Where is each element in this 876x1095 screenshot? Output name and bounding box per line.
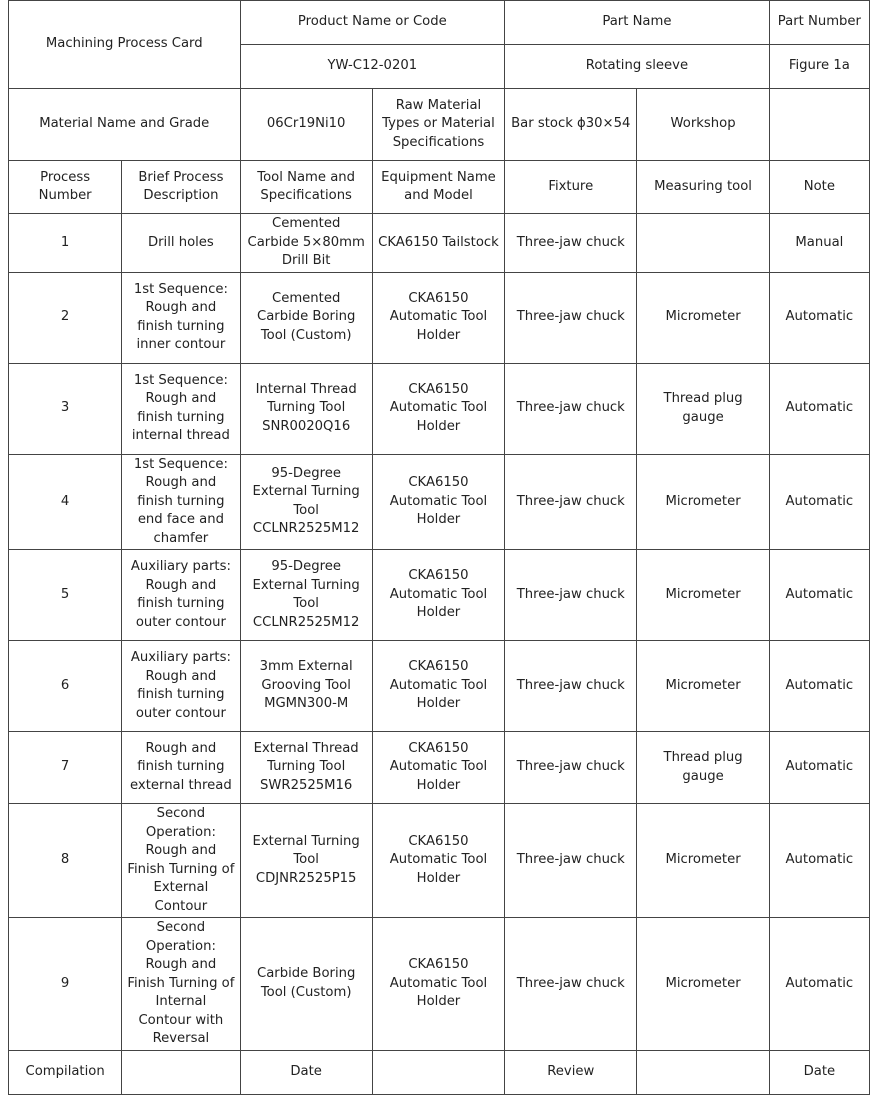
review-value	[637, 1050, 769, 1094]
workshop-label: Workshop	[637, 89, 769, 161]
col-description: Brief Process Description	[122, 161, 240, 214]
tool-spec: 95-Degree External Turning Tool CCLNR2525M12	[240, 454, 372, 550]
process-number: 2	[9, 272, 122, 363]
header-row-1	[9, 1, 870, 45]
equipment-model: CKA6150 Automatic Tool Holder	[372, 804, 504, 918]
table-row	[9, 918, 870, 1051]
part-name-label: Part Name	[505, 1, 770, 45]
tool-spec: External Thread Turning Tool SWR2525M16	[240, 732, 372, 804]
note: Automatic	[769, 272, 869, 363]
part-number-value: Figure 1a	[769, 45, 869, 89]
col-note: Note	[769, 161, 869, 214]
fixture: Three-jaw chuck	[505, 804, 637, 918]
fixture: Three-jaw chuck	[505, 272, 637, 363]
table-row	[9, 550, 870, 641]
equipment-model: CKA6150 Automatic Tool Holder	[372, 454, 504, 550]
note: Automatic	[769, 454, 869, 550]
raw-material-value: Bar stock ϕ30×54	[505, 89, 637, 161]
raw-material-label: Raw Material Types or Material Specifications	[372, 89, 504, 161]
date-value	[372, 1050, 504, 1094]
table-row	[9, 272, 870, 363]
process-description: Auxiliary parts: Rough and finish turning outer contour	[122, 641, 240, 732]
process-description: 1st Sequence: Rough and finish turning inner contour	[122, 272, 240, 363]
date-label: Date	[240, 1050, 372, 1094]
tool-spec: 95-Degree External Turning Tool CCLNR2525M12	[240, 550, 372, 641]
tool-spec: Carbide Boring Tool (Custom)	[240, 918, 372, 1051]
process-number: 6	[9, 641, 122, 732]
equipment-model: CKA6150 Automatic Tool Holder	[372, 550, 504, 641]
footer-row	[9, 1050, 870, 1094]
fixture: Three-jaw chuck	[505, 214, 637, 273]
process-number: 1	[9, 214, 122, 273]
table-row	[9, 804, 870, 918]
material-row	[9, 89, 870, 161]
fixture: Three-jaw chuck	[505, 732, 637, 804]
note: Automatic	[769, 732, 869, 804]
process-number: 9	[9, 918, 122, 1051]
table-row	[9, 732, 870, 804]
product-value: YW-C12-0201	[240, 45, 505, 89]
process-number: 7	[9, 732, 122, 804]
note: Automatic	[769, 550, 869, 641]
compilation-label: Compilation	[9, 1050, 122, 1094]
process-number: 4	[9, 454, 122, 550]
process-description: Second Operation: Rough and Finish Turning of Internal Contour with Reversal	[122, 918, 240, 1051]
date-label: Date	[769, 1050, 869, 1094]
column-header-row	[9, 161, 870, 214]
table-row	[9, 641, 870, 732]
col-process-number: Process Number	[9, 161, 122, 214]
col-measuring: Measuring tool	[637, 161, 769, 214]
measuring-tool	[637, 214, 769, 273]
measuring-tool: Micrometer	[637, 550, 769, 641]
table-row	[9, 363, 870, 454]
fixture: Three-jaw chuck	[505, 641, 637, 732]
part-number-label: Part Number	[769, 1, 869, 45]
process-description: Auxiliary parts: Rough and finish turning outer contour	[122, 550, 240, 641]
process-description: Second Operation: Rough and Finish Turning of External Contour	[122, 804, 240, 918]
note: Automatic	[769, 641, 869, 732]
process-number: 3	[9, 363, 122, 454]
process-card-table	[8, 0, 870, 1095]
measuring-tool: Micrometer	[637, 454, 769, 550]
tool-spec: Internal Thread Turning Tool SNR0020Q16	[240, 363, 372, 454]
col-tool: Tool Name and Specifications	[240, 161, 372, 214]
process-number: 8	[9, 804, 122, 918]
process-number: 5	[9, 550, 122, 641]
equipment-model: CKA6150 Automatic Tool Holder	[372, 918, 504, 1051]
note: Automatic	[769, 918, 869, 1051]
table-row	[9, 214, 870, 273]
note: Automatic	[769, 804, 869, 918]
equipment-model: CKA6150 Automatic Tool Holder	[372, 272, 504, 363]
part-name-value: Rotating sleeve	[505, 45, 770, 89]
material-grade: 06Cr19Ni10	[240, 89, 372, 161]
fixture: Three-jaw chuck	[505, 550, 637, 641]
measuring-tool: Micrometer	[637, 641, 769, 732]
tool-spec: 3mm External Grooving Tool MGMN300-M	[240, 641, 372, 732]
measuring-tool: Micrometer	[637, 804, 769, 918]
process-description: 1st Sequence: Rough and finish turning internal thread	[122, 363, 240, 454]
note: Automatic	[769, 363, 869, 454]
process-description: 1st Sequence: Rough and finish turning end face and chamfer	[122, 454, 240, 550]
col-equipment: Equipment Name and Model	[372, 161, 504, 214]
review-label: Review	[505, 1050, 637, 1094]
compilation-value	[122, 1050, 240, 1094]
col-fixture: Fixture	[505, 161, 637, 214]
measuring-tool: Thread plug gauge	[637, 732, 769, 804]
tool-spec: Cemented Carbide Boring Tool (Custom)	[240, 272, 372, 363]
fixture: Three-jaw chuck	[505, 454, 637, 550]
measuring-tool: Micrometer	[637, 272, 769, 363]
process-description: Drill holes	[122, 214, 240, 273]
measuring-tool: Micrometer	[637, 918, 769, 1051]
tool-spec: Cemented Carbide 5×80mm Drill Bit	[240, 214, 372, 273]
product-label: Product Name or Code	[240, 1, 505, 45]
fixture: Three-jaw chuck	[505, 918, 637, 1051]
fixture: Three-jaw chuck	[505, 363, 637, 454]
card-title: Machining Process Card	[9, 1, 241, 89]
table-row	[9, 454, 870, 550]
material-label: Material Name and Grade	[9, 89, 241, 161]
equipment-model: CKA6150 Automatic Tool Holder	[372, 641, 504, 732]
tool-spec: External Turning Tool CDJNR2525P15	[240, 804, 372, 918]
note: Manual	[769, 214, 869, 273]
workshop-value	[769, 89, 869, 161]
equipment-model: CKA6150 Automatic Tool Holder	[372, 732, 504, 804]
equipment-model: CKA6150 Tailstock	[372, 214, 504, 273]
equipment-model: CKA6150 Automatic Tool Holder	[372, 363, 504, 454]
measuring-tool: Thread plug gauge	[637, 363, 769, 454]
process-description: Rough and finish turning external thread	[122, 732, 240, 804]
